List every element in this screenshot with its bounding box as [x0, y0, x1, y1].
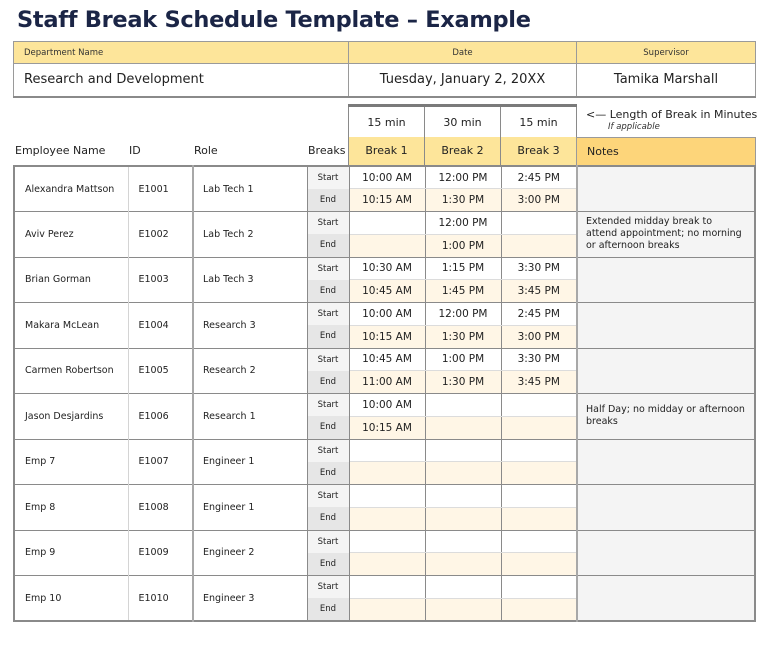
break-3-start[interactable]	[501, 530, 577, 553]
break-2-end[interactable]	[425, 553, 501, 576]
employee-id[interactable]: E1008	[128, 485, 193, 531]
break-2-start[interactable]: 1:15 PM	[425, 257, 501, 280]
column-header-break-2: Break 2	[424, 137, 501, 165]
column-header-break-1: Break 1	[348, 137, 425, 165]
break-1-start[interactable]: 10:00 AM	[349, 166, 425, 189]
break-3-start[interactable]	[501, 439, 577, 462]
break-2-end[interactable]	[425, 416, 501, 439]
break-1-end[interactable]	[349, 462, 425, 485]
column-header-id: ID	[129, 144, 141, 157]
employee-role[interactable]: Research 3	[193, 303, 307, 349]
break-2-start[interactable]: 1:00 PM	[425, 348, 501, 371]
column-header-role: Role	[194, 144, 218, 157]
break-2-start[interactable]: 12:00 PM	[425, 166, 501, 189]
break-length-note-sub: If applicable	[608, 122, 660, 132]
end-label: End	[307, 553, 349, 576]
break-2-start[interactable]	[425, 576, 501, 599]
start-label: Start	[307, 257, 349, 280]
break-1-start[interactable]	[349, 530, 425, 553]
employee-name[interactable]: Jason Desjardins	[14, 394, 128, 440]
break-3-end[interactable]	[501, 234, 577, 257]
table-row	[14, 257, 755, 280]
employee-id[interactable]: E1002	[128, 212, 193, 258]
start-label: Start	[307, 439, 349, 462]
employee-notes[interactable]	[577, 348, 755, 394]
employee-role[interactable]: Research 2	[193, 348, 307, 394]
break-2-start[interactable]: 12:00 PM	[425, 212, 501, 235]
table-row	[14, 348, 755, 371]
employee-name[interactable]: Emp 8	[14, 485, 128, 531]
employee-notes[interactable]: Half Day; no midday or afternoon breaks	[577, 394, 755, 440]
department-value[interactable]: Research and Development	[14, 64, 349, 97]
employee-role[interactable]: Engineer 1	[193, 439, 307, 485]
break-3-end[interactable]	[501, 416, 577, 439]
break-2-end[interactable]: 1:30 PM	[425, 325, 501, 348]
table-row	[14, 303, 755, 326]
end-label: End	[307, 371, 349, 394]
break-length-note-main: <— Length of Break in Minutes	[586, 108, 758, 121]
break-3-start[interactable]	[501, 485, 577, 508]
employee-name[interactable]: Aviv Perez	[14, 212, 128, 258]
employee-id[interactable]: E1001	[128, 166, 193, 212]
employee-id[interactable]: E1004	[128, 303, 193, 349]
start-label: Start	[307, 303, 349, 326]
employee-role[interactable]: Lab Tech 3	[193, 257, 307, 303]
date-label: Date	[349, 42, 577, 64]
break-3-end[interactable]	[501, 462, 577, 485]
employee-id[interactable]: E1005	[128, 348, 193, 394]
employee-id[interactable]: E1003	[128, 257, 193, 303]
column-header-break-3: Break 3	[500, 137, 577, 165]
schedule-info-table	[13, 41, 756, 98]
end-label: End	[307, 189, 349, 212]
break-2-start[interactable]	[425, 394, 501, 417]
break-1-length[interactable]: 15 min	[349, 106, 425, 139]
break-3-start[interactable]: 2:45 PM	[501, 166, 577, 189]
column-header-name: Employee Name	[15, 144, 106, 157]
break-length-row	[348, 104, 577, 139]
break-1-start[interactable]: 10:00 AM	[349, 303, 425, 326]
break-3-start[interactable]: 3:30 PM	[501, 348, 577, 371]
break-2-end[interactable]	[425, 507, 501, 530]
break-1-start[interactable]: 10:45 AM	[349, 348, 425, 371]
start-label: Start	[307, 166, 349, 189]
break-1-start[interactable]	[349, 576, 425, 599]
employee-name[interactable]: Emp 7	[14, 439, 128, 485]
start-label: Start	[307, 212, 349, 235]
break-3-start[interactable]: 3:30 PM	[501, 257, 577, 280]
break-3-end[interactable]: 3:00 PM	[501, 189, 577, 212]
break-2-end[interactable]	[425, 598, 501, 621]
start-label: Start	[307, 530, 349, 553]
table-row	[14, 485, 755, 508]
end-label: End	[307, 325, 349, 348]
employee-id[interactable]: E1009	[128, 530, 193, 576]
employee-role[interactable]: Lab Tech 1	[193, 166, 307, 212]
break-1-start[interactable]: 10:00 AM	[349, 394, 425, 417]
start-label: Start	[307, 394, 349, 417]
break-2-start[interactable]	[425, 530, 501, 553]
employee-notes[interactable]	[577, 303, 755, 349]
break-1-end[interactable]: 10:15 AM	[349, 325, 425, 348]
table-row	[14, 530, 755, 553]
break-1-end[interactable]	[349, 507, 425, 530]
employee-notes[interactable]	[577, 530, 755, 576]
table-row	[14, 166, 755, 189]
employee-role[interactable]: Engineer 2	[193, 530, 307, 576]
break-1-end[interactable]: 11:00 AM	[349, 371, 425, 394]
end-label: End	[307, 234, 349, 257]
employee-name[interactable]: Carmen Robertson	[14, 348, 128, 394]
break-3-start[interactable]: 2:45 PM	[501, 303, 577, 326]
break-3-start[interactable]	[501, 394, 577, 417]
page-title: Staff Break Schedule Template – Example	[17, 7, 531, 33]
break-3-length[interactable]: 15 min	[501, 106, 577, 139]
break-1-end[interactable]	[349, 553, 425, 576]
break-3-end[interactable]	[501, 598, 577, 621]
employee-notes[interactable]	[577, 257, 755, 303]
break-2-start[interactable]: 12:00 PM	[425, 303, 501, 326]
start-label: Start	[307, 485, 349, 508]
employee-notes[interactable]	[577, 576, 755, 622]
break-1-start[interactable]: 10:30 AM	[349, 257, 425, 280]
employee-name[interactable]: Brian Gorman	[14, 257, 128, 303]
column-header-notes: Notes	[576, 137, 756, 165]
employee-name[interactable]: Emp 9	[14, 530, 128, 576]
employee-role[interactable]: Engineer 3	[193, 576, 307, 622]
break-2-end[interactable]: 1:45 PM	[425, 280, 501, 303]
start-label: Start	[307, 576, 349, 599]
break-1-end[interactable]: 10:15 AM	[349, 189, 425, 212]
employee-role[interactable]: Engineer 1	[193, 485, 307, 531]
break-2-length[interactable]: 30 min	[425, 106, 501, 139]
break-1-start[interactable]	[349, 212, 425, 235]
break-3-start[interactable]	[501, 212, 577, 235]
end-label: End	[307, 462, 349, 485]
employee-name[interactable]: Emp 10	[14, 576, 128, 622]
break-schedule-table	[13, 165, 756, 622]
break-2-start[interactable]	[425, 439, 501, 462]
break-1-end[interactable]: 10:15 AM	[349, 416, 425, 439]
break-2-end[interactable]	[425, 462, 501, 485]
break-2-end[interactable]: 1:30 PM	[425, 371, 501, 394]
break-length-note	[586, 108, 757, 132]
supervisor-label: Supervisor	[577, 42, 756, 64]
end-label: End	[307, 280, 349, 303]
end-label: End	[307, 598, 349, 621]
break-3-end[interactable]	[501, 507, 577, 530]
break-1-end[interactable]	[349, 598, 425, 621]
supervisor-value[interactable]: Tamika Marshall	[577, 64, 756, 97]
employee-name[interactable]: Makara McLean	[14, 303, 128, 349]
end-label: End	[307, 507, 349, 530]
employee-role[interactable]: Lab Tech 2	[193, 212, 307, 258]
table-row	[14, 439, 755, 462]
break-1-start[interactable]	[349, 439, 425, 462]
employee-id[interactable]: E1006	[128, 394, 193, 440]
break-3-end[interactable]: 3:45 PM	[501, 371, 577, 394]
start-label: Start	[307, 348, 349, 371]
break-3-start[interactable]	[501, 576, 577, 599]
break-3-end[interactable]: 3:45 PM	[501, 280, 577, 303]
employee-notes[interactable]	[577, 166, 755, 212]
break-2-end[interactable]: 1:00 PM	[425, 234, 501, 257]
employee-notes[interactable]	[577, 485, 755, 531]
employee-role[interactable]: Research 1	[193, 394, 307, 440]
table-row	[14, 576, 755, 599]
department-label: Department Name	[14, 42, 349, 64]
employee-id[interactable]: E1010	[128, 576, 193, 622]
employee-name[interactable]: Alexandra Mattson	[14, 166, 128, 212]
table-row	[14, 212, 755, 235]
employee-notes[interactable]: Extended midday break to attend appointment; no morning or afternoon breaks	[577, 212, 755, 258]
table-row	[14, 394, 755, 417]
break-2-start[interactable]	[425, 485, 501, 508]
break-3-end[interactable]: 3:00 PM	[501, 325, 577, 348]
break-1-start[interactable]	[349, 485, 425, 508]
end-label: End	[307, 416, 349, 439]
column-header-breaks: Breaks	[308, 144, 346, 157]
break-1-end[interactable]	[349, 234, 425, 257]
date-value[interactable]: Tuesday, January 2, 20XX	[349, 64, 577, 97]
employee-notes[interactable]	[577, 439, 755, 485]
employee-id[interactable]: E1007	[128, 439, 193, 485]
break-3-end[interactable]	[501, 553, 577, 576]
break-2-end[interactable]: 1:30 PM	[425, 189, 501, 212]
break-1-end[interactable]: 10:45 AM	[349, 280, 425, 303]
